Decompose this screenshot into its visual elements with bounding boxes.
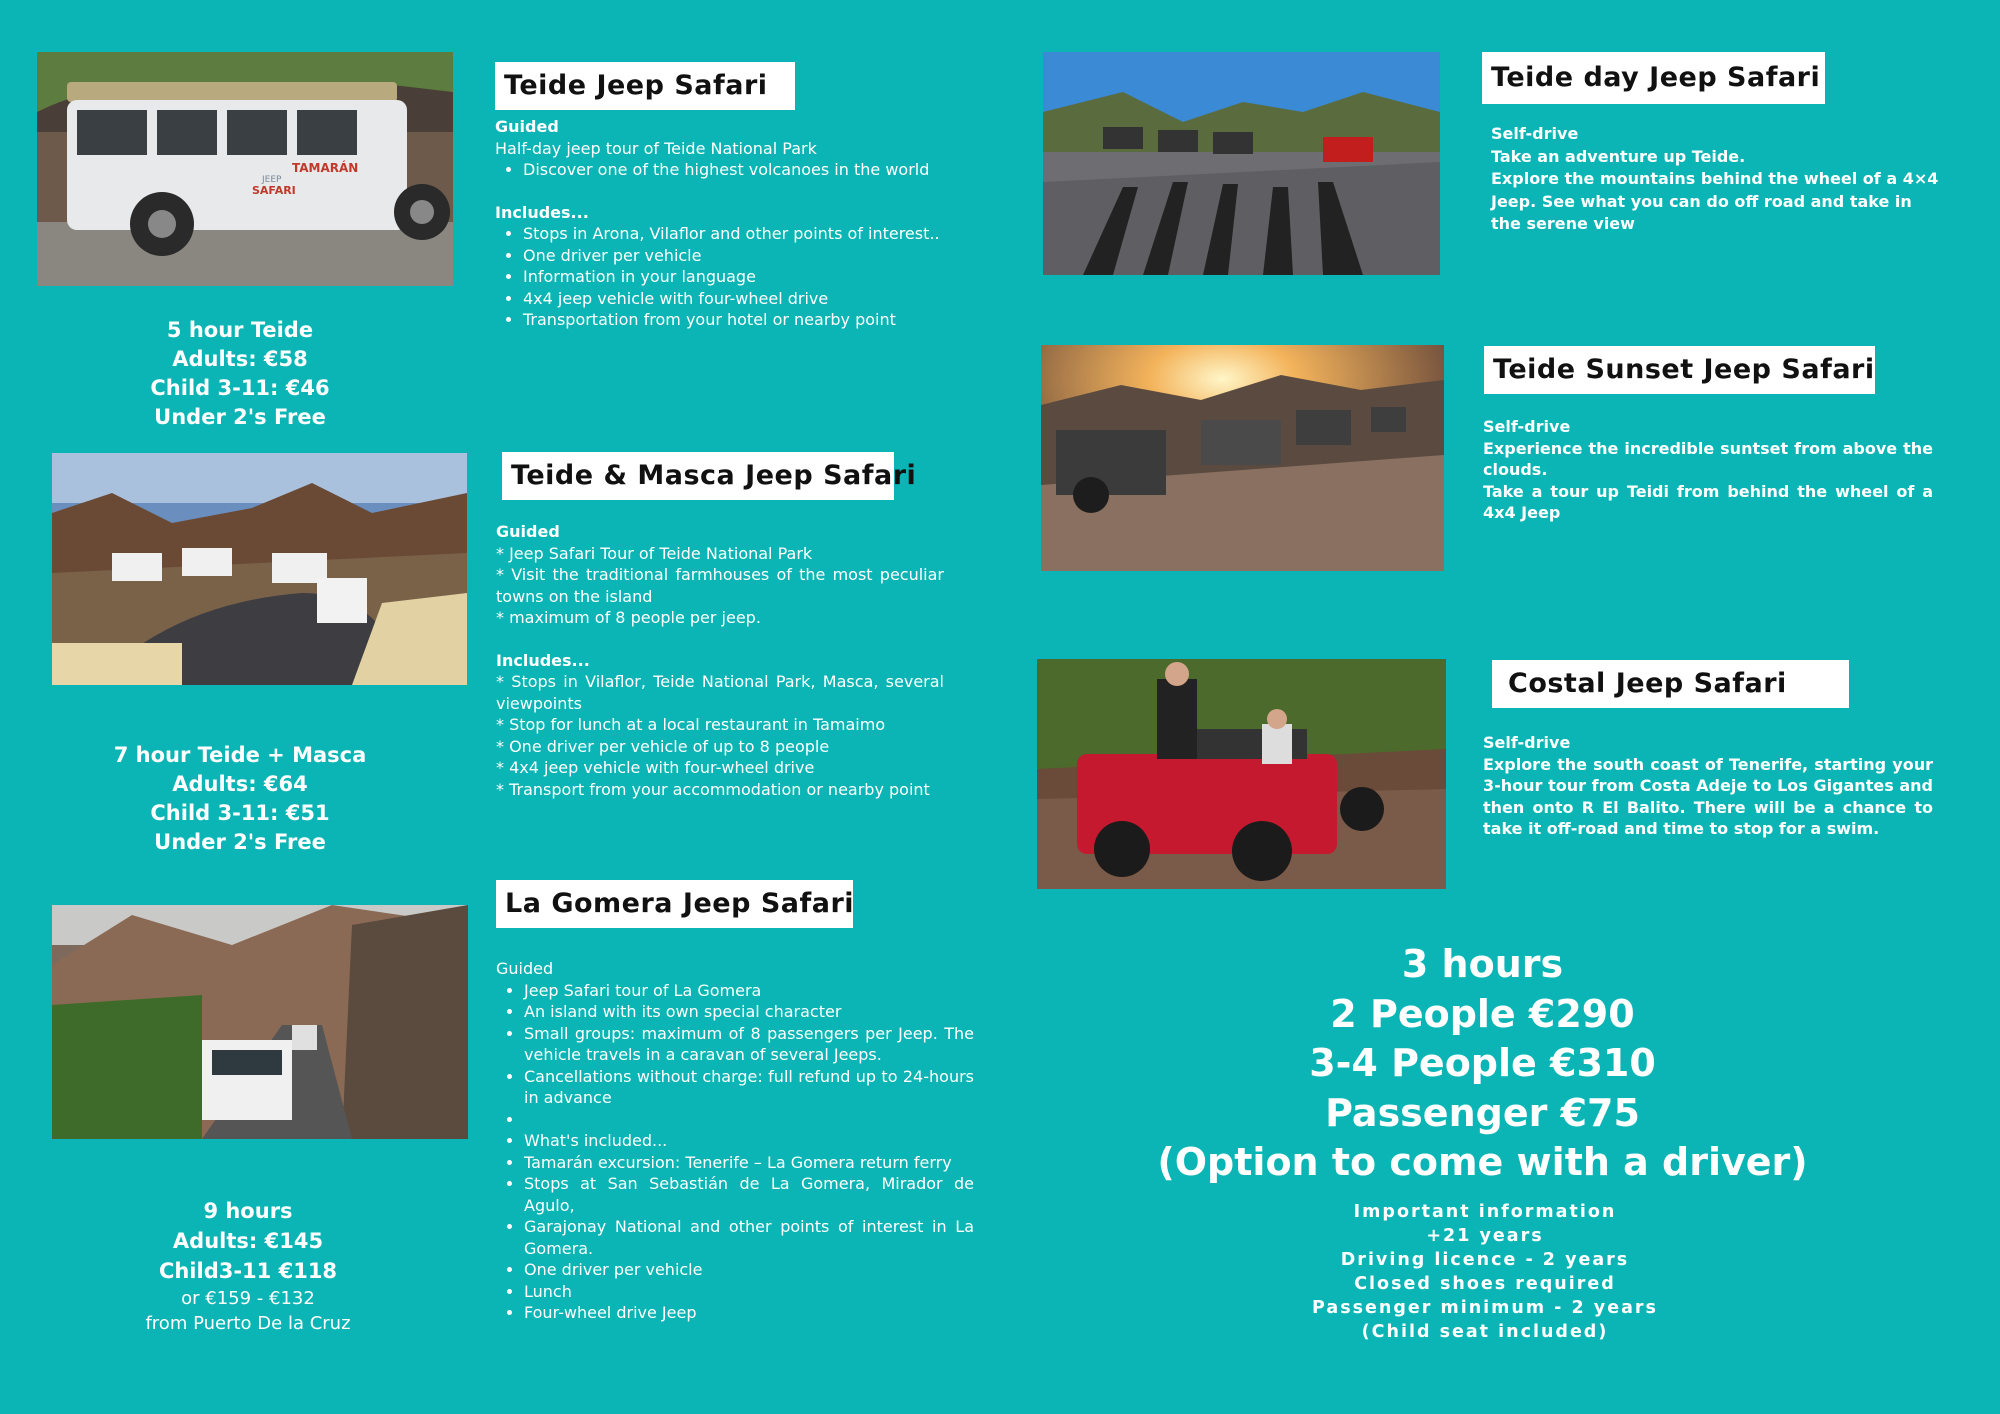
- masca-include: * Stops in Vilaflor, Teide National Park, Masca, several viewpoints: [496, 672, 944, 713]
- list-item: • Discover one of the highest volcanoes in the world: [523, 159, 945, 181]
- masca-line: * maximum of 8 people per jeep.: [496, 608, 761, 627]
- sunset-line: Take a tour up Teidi from behind the wheel of a 4x4 Jeep: [1483, 481, 1933, 522]
- title-sunset-jeep-safari: Teide Sunset Jeep Safari: [1484, 346, 1875, 394]
- price-line: (Option to come with a driver): [1157, 1140, 1808, 1184]
- day-line: Take an adventure up Teide.: [1491, 146, 1746, 166]
- teide-price: [95, 316, 385, 432]
- price-line: 3-4 People €310: [1309, 1041, 1656, 1085]
- costal-details: [1483, 732, 1933, 840]
- jeep-door-text-2: SAFARI: [252, 184, 296, 197]
- price-note: or €159 - €132: [181, 1288, 315, 1309]
- title-teide-jeep-safari: Teide Jeep Safari: [495, 62, 795, 110]
- list-item: • Information in your language: [523, 266, 945, 288]
- price-line: Child 3-11: €51: [150, 801, 330, 825]
- list-item: • Jeep Safari tour of La Gomera: [524, 980, 974, 1002]
- masca-type: Guided: [496, 522, 560, 541]
- photo-gomera-jeep: [52, 905, 468, 1139]
- price-line: 9 hours: [203, 1199, 293, 1223]
- list-item: [524, 1109, 974, 1131]
- costal-line: Explore the south coast of Tenerife, starting your 3-hour tour from Costa Adeje to Los Gigantes and then onto R El Balito. There will be a chance to take it off-road and time to stop for a swim.: [1483, 754, 1933, 838]
- important-info: [1165, 1200, 1805, 1344]
- day-type: Self-drive: [1491, 124, 1579, 143]
- info-line: (Child seat included): [1361, 1322, 1609, 1342]
- price-line: Child 3-11: €46: [150, 376, 330, 400]
- photo-masca-jeep: [52, 453, 467, 685]
- list-item: • One driver per vehicle: [523, 245, 945, 267]
- masca-details: [496, 521, 944, 800]
- list-item: • Lunch: [524, 1281, 974, 1303]
- info-line: +21 years: [1426, 1226, 1544, 1246]
- masca-include: * Transport from your accommodation or nearby point: [496, 779, 930, 799]
- selfdrive-price: [1100, 940, 1865, 1188]
- list-item: • Transportation from your hotel or nearby point: [523, 309, 945, 331]
- info-line: Important information: [1353, 1202, 1617, 1222]
- price-line: 2 People €290: [1330, 991, 1635, 1036]
- price-line: 7 hour Teide + Masca: [113, 743, 367, 767]
- title-gomera-jeep-safari: La Gomera Jeep Safari: [496, 880, 853, 928]
- masca-price: [95, 741, 385, 857]
- info-line: Driving licence - 2 years: [1340, 1250, 1630, 1270]
- masca-line: * Visit the traditional farmhouses of the most peculiar towns on the island: [496, 565, 944, 606]
- price-line: Under 2's Free: [154, 405, 326, 429]
- list-item: • An island with its own special character: [524, 1001, 974, 1023]
- masca-include: * 4x4 jeep vehicle with four-wheel drive: [496, 758, 815, 777]
- list-item: • One driver per vehicle: [524, 1259, 974, 1281]
- list-item: • Stops in Arona, Vilaflor and other points of interest..: [523, 223, 945, 245]
- teide-includes: [495, 223, 945, 331]
- price-line: Adults: €145: [172, 1229, 324, 1253]
- price-line: Adults: €64: [172, 772, 308, 796]
- list-item: • Stops at San Sebastián de La Gomera, Mirador de Agulo,: [524, 1173, 974, 1216]
- masca-includes-label: Includes...: [496, 650, 590, 670]
- info-line: Passenger minimum - 2 years: [1312, 1298, 1658, 1318]
- gomera-type: Guided: [496, 959, 554, 978]
- photo-costal-jeep: [1037, 659, 1446, 889]
- price-line: Adults: €58: [172, 347, 308, 371]
- photo-sunset-jeep: [1041, 345, 1444, 571]
- gomera-bullets: [496, 980, 974, 1324]
- gomera-price: [100, 1196, 396, 1336]
- photo-teide-jeep: [37, 52, 453, 286]
- price-line: 3 hours: [1401, 942, 1564, 986]
- teide-type: Guided: [495, 117, 559, 136]
- costal-type: Self-drive: [1483, 733, 1571, 752]
- jeep-door-text-1: JEEP: [262, 175, 282, 185]
- list-item: • Four-wheel drive Jeep: [524, 1302, 974, 1324]
- teide-subtitle: Half-day jeep tour of Teide National Park: [495, 138, 817, 158]
- list-item: • Tamarán excursion: Tenerife – La Gomera return ferry: [524, 1152, 974, 1174]
- price-line: Child3-11 €118: [158, 1259, 338, 1283]
- title-costal-jeep-safari: Costal Jeep Safari: [1492, 660, 1849, 708]
- price-line: 5 hour Teide: [166, 318, 314, 342]
- title-day-jeep-safari: Teide day Jeep Safari: [1482, 52, 1825, 104]
- masca-include: * One driver per vehicle of up to 8 people: [496, 736, 830, 756]
- photo-day-jeep: [1043, 52, 1440, 275]
- jeep-brand-text: TAMARÁN: [292, 161, 359, 175]
- teide-bullets: [495, 159, 945, 181]
- list-item: • 4x4 jeep vehicle with four-wheel drive: [523, 288, 945, 310]
- day-line: Explore the mountains behind the wheel of a 4×4 Jeep. See what you can do off road and take in the serene view: [1491, 169, 1939, 233]
- sunset-type: Self-drive: [1483, 417, 1571, 436]
- list-item: • Cancellations without charge: full refund up to 24-hours in advance: [524, 1066, 974, 1109]
- list-item: • Garajonay National and other points of interest in La Gomera.: [524, 1216, 974, 1259]
- list-item: • What's included...: [524, 1130, 974, 1152]
- list-item: • Small groups: maximum of 8 passengers per Jeep. The vehicle travels in a caravan of several Jeeps.: [524, 1023, 974, 1066]
- masca-include: * Stop for lunch at a local restaurant in Tamaimo: [496, 715, 886, 734]
- price-note: from Puerto De la Cruz: [145, 1313, 351, 1334]
- day-details: [1491, 123, 1941, 236]
- sunset-details: [1483, 416, 1933, 524]
- masca-line: * Jeep Safari Tour of Teide National Park: [496, 543, 813, 563]
- price-line: Passenger €75: [1325, 1090, 1640, 1135]
- price-line: Under 2's Free: [154, 830, 326, 854]
- teide-details: [495, 116, 945, 331]
- title-masca-jeep-safari: Teide & Masca Jeep Safari: [502, 452, 894, 500]
- sunset-line: Experience the incredible suntset from above the clouds.: [1483, 438, 1933, 479]
- teide-includes-label: Includes...: [495, 202, 589, 222]
- gomera-details: [496, 958, 974, 1324]
- info-line: Closed shoes required: [1354, 1274, 1616, 1294]
